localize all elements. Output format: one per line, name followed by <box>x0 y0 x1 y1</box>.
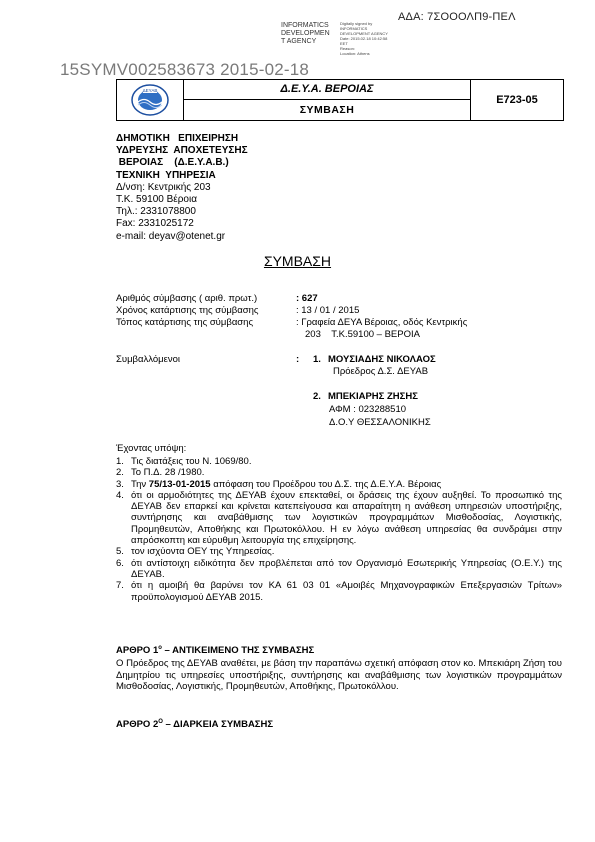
logo-cell <box>117 80 184 120</box>
list-item-text: ότι αντίστοιχη ειδικότητα δεν προβλέπεται από τον Οργανισμό Εσωτερικής Υπηρεσίας (Ο.Ε.Υ.) της ΔΕΥΑΒ. <box>131 557 562 580</box>
contract-place-value: : Γραφεία ΔΕΥΑ Βέροιας, οδός Κεντρικής <box>296 317 468 328</box>
list-item-number: 2. <box>116 467 124 479</box>
list-item <box>116 456 562 467</box>
stamp-sig-line: Location: Athens <box>340 51 370 56</box>
signature-stamp-details <box>340 21 400 56</box>
party-1-name: ΜΟΥΣΙΑΔΗΣ ΝΙΚΟΛΑΟΣ <box>328 354 436 365</box>
list-item <box>116 479 562 490</box>
parties-label: Συμβαλλόμενοι <box>116 354 180 365</box>
header-middle <box>184 80 471 120</box>
stamp-sig-line: Reason: <box>340 46 355 51</box>
stamp-sig-line: Digitally signed by <box>340 21 373 26</box>
list-item-number: 5. <box>116 546 124 558</box>
contract-place-label: Τόπος κατάρτισης της σύμβασης <box>116 317 254 328</box>
stamp-sig-line: Date: 2015.02.18 10:42:58 <box>340 36 388 41</box>
article-1-heading-title: – ΑΝΤΙΚΕΙΜΕΝΟ ΤΗΣ ΣΥΜΒΑΣΗΣ <box>161 645 315 657</box>
article-1-heading-text: ΑΡΘΡΟ 1 <box>116 645 159 657</box>
article-2-heading-text: ΑΡΘΡΟ 2 <box>116 719 159 731</box>
header-table <box>116 79 564 121</box>
contract-place-value-2: 203 Τ.Κ.59100 – ΒΕΡΟΙΑ <box>305 329 420 340</box>
header-code: Ε723-05 <box>496 94 538 106</box>
sender-line: ΒΕΡΟΙΑΣ (Δ.Ε.Υ.Α.Β.) <box>116 157 229 169</box>
article-1-text: Ο Πρόεδρος της ΔΕΥΑΒ αναθέτει, με βάση την παραπάνω σχετική απόφαση στον κο. Μπεκιάρη Ζήση του Δημητρίου τις υπηρεσίες υποστήριξης, συντήρησης και αναβάθμισης των λογιστικών προγραμμάτων Μισθοδοσίας, Λογιστικής, Προμηθευτών, Αποθήκης, Πρωτοκόλλου. <box>116 658 562 692</box>
logo-text: ΔΕΥΑΒ <box>142 88 158 93</box>
list-item <box>116 490 562 546</box>
list-item <box>116 546 562 557</box>
stamp-org-line: INFORMATICS <box>281 22 329 29</box>
stamp-org-line: T AGENCY <box>281 38 317 45</box>
stamp-sig-line: DEVELOPMENT AGENCY <box>340 31 388 36</box>
contract-number-label: Αριθμός σύμβασης ( αριθ. πρωτ.) <box>116 293 258 304</box>
list-item-text: απόφαση του Προέδρου του Δ.Σ. της Δ.Ε.Υ.Α. Βέροιας <box>210 478 442 490</box>
sender-postal: Τ.Κ. 59100 Βέροια <box>116 194 197 206</box>
list-item-text: ότι οι αρμοδιότητες της ΔΕΥΑΒ έχουν επεκταθεί, οι δράσεις της έχουν αυξηθεί. Το προσωπικό της ΔΕΥΑΒ δεν επαρκεί και κρίνεται κατεπείγουσα και απαραίτητη η ανάθεση υπηρεσιών υποστήριξης, συντήρησης και αναβάθμισης των λογιστικών προγραμμάτων Μισθοδοσίας, Λογιστικής, Προμηθευτών, Αποθήκης και Πρωτοκόλλου. Η εν λόγω ανάθεση υπηρεσίας θα συνδράμει στην απρόσκοπτη και εύρυθμη λειτουργία της επιχείρησης. <box>131 489 562 547</box>
sender-line: ΔΗΜΟΤΙΚΗ ΕΠΙΧΕΙΡΗΣΗ <box>116 133 239 144</box>
sender-line: ΥΔΡΕΥΣΗΣ ΑΠΟΧΕΤΕΥΣΗΣ <box>116 145 248 157</box>
list-item-number: 1. <box>116 456 124 467</box>
contract-number-value: : 627 <box>296 293 318 304</box>
list-item-number: 3. <box>116 478 124 490</box>
sender-phone: Τηλ.: 2331078800 <box>116 206 196 218</box>
contract-date-value: : 13 / 01 / 2015 <box>296 305 360 316</box>
party-2-name: ΜΠΕΚΙΑΡΗΣ ΖΗΣΗΣ <box>328 391 418 402</box>
list-item <box>116 467 562 478</box>
signature-stamp-org <box>281 22 330 46</box>
header-org: Δ.Ε.Υ.Α. ΒΕΡΟΙΑΣ <box>184 80 470 100</box>
article-1-heading <box>116 645 314 656</box>
stamp-sig-line: EET <box>340 41 348 46</box>
list-item-number: 6. <box>116 557 124 569</box>
list-item-number: 4. <box>116 489 124 501</box>
ada-code: ΑΔΑ: 7ΣΟΟΟΛΠ9-ΠΕΛ <box>398 11 516 23</box>
article-2-heading-sup: Ο <box>158 719 163 725</box>
list-item <box>116 580 562 603</box>
decision-number: 75/13-01-2015 <box>148 478 211 490</box>
watermark-id: 15SYMV002583673 2015-02-18 <box>60 60 310 79</box>
stamp-sig-line: INFORMATICS <box>340 26 368 31</box>
document-title: ΣΥΜΒΑΣΗ <box>263 253 332 269</box>
sender-fax: Fax: 2331025172 <box>116 218 194 230</box>
considering-list <box>116 456 562 603</box>
list-item-text: Το Π.Δ. 28 /1980. <box>131 467 205 479</box>
list-item-text: ότι η αμοιβή θα βαρύνει τον ΚΑ 61 03 01 «Αμοιβές Μηχανογραφικών Επεξεργασιών Τρίτων» προϋπολογισμού ΔΕΥΑΒ 2015. <box>131 580 562 603</box>
article-2-heading <box>116 719 273 730</box>
header-doc-type: ΣΥΜΒΑΣΗ <box>299 104 355 116</box>
party-1-role: Πρόεδρος Δ.Σ. ΔΕΥΑΒ <box>333 366 429 377</box>
sender-block <box>116 133 248 243</box>
list-item-text: Τις διατάξεις του Ν. 1069/80. <box>131 456 252 467</box>
sender-line: ΤΕΧΝΙΚΗ ΥΠΗΡΕΣΙΑ <box>116 169 216 181</box>
list-item-text: τον ισχύοντα ΟΕΥ της Υπηρεσίας. <box>131 546 275 558</box>
parties-colon: : <box>296 354 300 365</box>
article-2-heading-title: – ΔΙΑΡΚΕΙΑ ΣΥΜΒΑΣΗΣ <box>162 719 274 731</box>
sender-address: Δ/νση: Κεντρικής 203 <box>116 181 211 193</box>
list-item-prefix: Την <box>131 478 149 490</box>
deyav-logo-icon <box>117 80 184 120</box>
list-item <box>116 558 562 581</box>
considering-intro: Έχοντας υπόψη: <box>116 443 187 454</box>
sender-email: e-mail: deyav@otenet.gr <box>116 230 226 242</box>
party-1-number: 1. <box>313 354 321 365</box>
stamp-org-line: DEVELOPMEN <box>281 30 330 37</box>
contract-date-label: Χρόνος κατάρτισης της σύμβασης <box>116 305 259 316</box>
party-2-afm: ΑΦΜ : 023288510 <box>329 404 407 415</box>
party-2-number: 2. <box>313 391 321 402</box>
party-2-doy: Δ.Ο.Υ ΘΕΣΣΑΛΟΝΙΚΗΣ <box>329 417 431 428</box>
article-1-heading-sup: ο <box>158 645 162 651</box>
list-item-number: 7. <box>116 580 124 592</box>
